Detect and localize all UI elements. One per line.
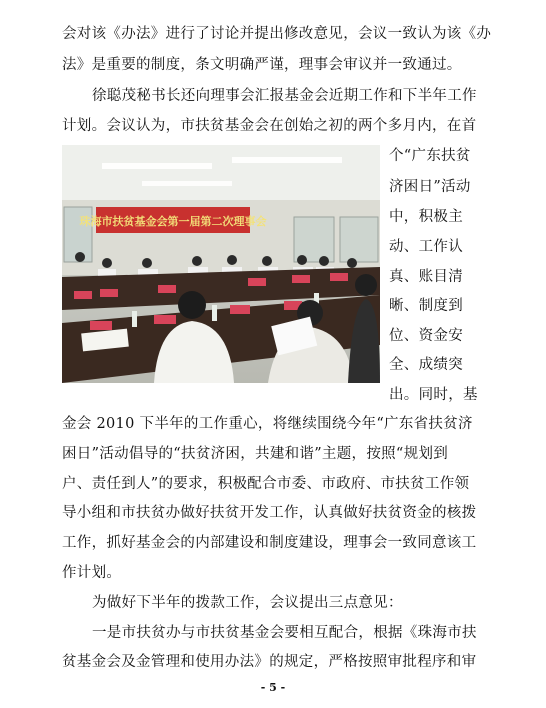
text-line: 作计划。: [62, 565, 122, 581]
text-line: 计划。会议认为，市扶贫基金会在创始之初的两个多月内，在首: [62, 118, 477, 134]
text-line: 真、账目清: [389, 269, 463, 285]
text-line: 户、责任到人”的要求，积极配合市委、市政府、市扶贫工作领: [62, 476, 470, 492]
text-line: 济困日”活动: [389, 179, 471, 195]
text-line: 出。同时，基: [389, 387, 478, 403]
text-line: 位、资金安: [389, 328, 463, 344]
text-line: 全、成绩突: [389, 357, 463, 373]
page-number: - 5 -: [260, 681, 286, 694]
text-line: 为做好下半年的拨款工作，会议提出三点意见：: [92, 595, 403, 611]
text-line: 法》是重要的制度，条文明确严谨，理事会审议并一致通过。: [62, 57, 462, 73]
text-line: 导小组和市扶贫办做好扶贫开发工作，认真做好扶贫资金的核拨: [62, 505, 477, 521]
text-line: 徐聪茂秘书长还向理事会汇报基金会近期工作和下半年工作: [92, 88, 477, 104]
text-line: 中，积极主: [389, 209, 463, 225]
meeting-photo: [62, 145, 380, 383]
text-line: 个“广东扶贫: [389, 148, 471, 164]
text-line: 一是市扶贫办与市扶贫基金会要相互配合，根据《珠海市扶: [92, 625, 477, 641]
text-line: 晰、制度到: [389, 298, 463, 314]
meeting-photo-graphic: [62, 145, 380, 383]
text-line: 会对该《办法》进行了讨论并提出修改意见，会议一致认为该《办: [62, 26, 492, 42]
text-line: 金会 2010 下半年的工作重心，将继续围绕今年“广东省扶贫济: [62, 416, 473, 432]
text-line: 贫基金会及金管理和使用办法》的规定，严格按照审批程序和审: [62, 654, 477, 670]
text-line: 动、工作认: [389, 239, 463, 255]
text-line: 困日”活动倡导的“扶贫济困，共建和谐”主题，按照“规划到: [62, 446, 449, 462]
banner-text: 珠海市扶贫基金会第一届第二次理事会: [79, 215, 267, 228]
text-line: 工作，抓好基金会的内部建设和制度建设，理事会一致同意该工: [62, 535, 477, 551]
